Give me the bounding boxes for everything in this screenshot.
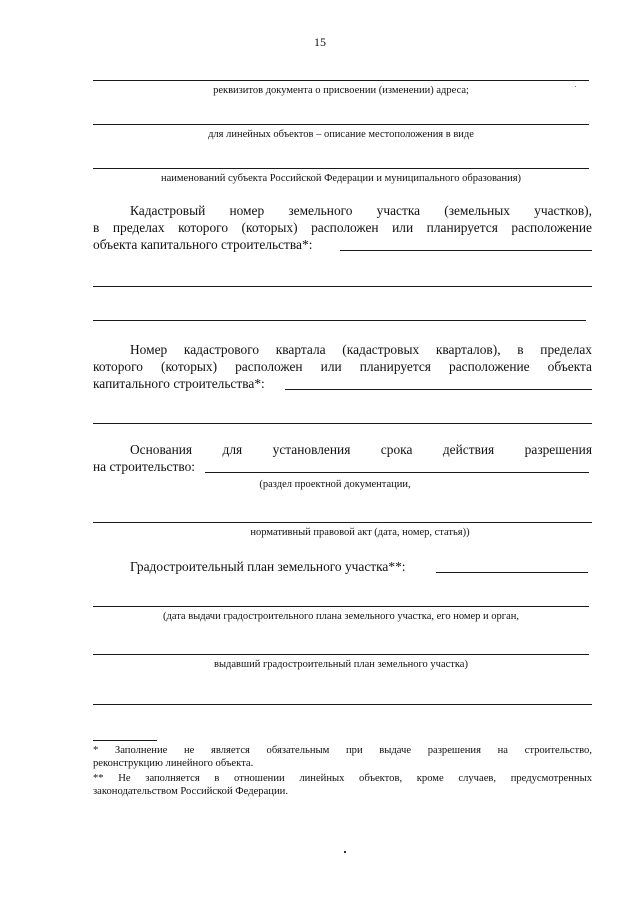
caption-requisites: реквизитов документа о присвоении (изменении) адреса; [213,85,469,96]
scan-speck [344,851,346,853]
cadastral-quarter-field [285,389,592,390]
gpzu-line-3 [93,704,592,705]
cadastral-number-field [340,250,592,251]
cadastral-quarter-line1: Номер кадастрового квартала (кадастровых кварталов), в пределах [130,342,592,357]
input-line-address-3 [93,168,589,169]
gpzu-caption1: (дата выдачи градостроительного плана земельного участка, его номер и орган, [162,611,519,622]
gpzu-line-2 [93,654,589,655]
cadastral-quarter-extra-line [93,423,592,424]
cadastral-number-extra-line-2 [93,320,586,321]
footnote-2-line2: законодательством Российской Федерации. [93,786,288,797]
gpzu-caption2: выдавший градостроительный план земельного участка) [214,659,468,670]
input-line-address-1 [93,80,589,81]
grounds-extra-line [93,522,592,523]
caption-linear: для линейных объектов – описание местоположения в виде [208,129,474,140]
cadastral-number-line1: Кадастровый номер земельного участка (земельных участков), [130,203,592,218]
gpzu-line-1 [93,606,589,607]
footnote-2-line1: ** Не заполняется в отношении линейных объектов, кроме случаев, предусмотренных [93,773,592,784]
footnote-1-line1: * Заполнение не является обязательным при выдаче разрешения на строительство, [93,745,592,756]
footnote-separator [93,740,157,741]
grounds-caption1: (раздел проектной документации, [259,479,411,490]
grounds-line2: на строительство: [93,459,195,474]
gpzu-field [436,572,588,573]
page-number: 15 [314,35,326,49]
grounds-caption2: нормативный правовой акт (дата, номер, статья)) [250,527,470,538]
gpzu-label: Градостроительный план земельного участка**: [130,559,406,574]
scan-speck [575,86,576,87]
caption-subject-names: наименований субъекта Российской Федерации и муниципального образования) [160,173,522,184]
footnote-1-line2: реконструкцию линейного объекта. [93,758,254,769]
cadastral-number-line2: в пределах которого (которых) расположен или планируется расположение [93,220,592,235]
cadastral-quarter-line3: капитального строительства*: [93,376,265,391]
cadastral-number-line3: объекта капитального строительства*: [93,237,313,252]
grounds-field [205,472,589,473]
cadastral-quarter-line2: которого (которых) расположен или планируется расположение объекта [93,359,592,374]
cadastral-number-extra-line-1 [93,286,592,287]
grounds-line1: Основания для установления срока действия разрешения [130,442,592,457]
input-line-address-2 [93,124,589,125]
